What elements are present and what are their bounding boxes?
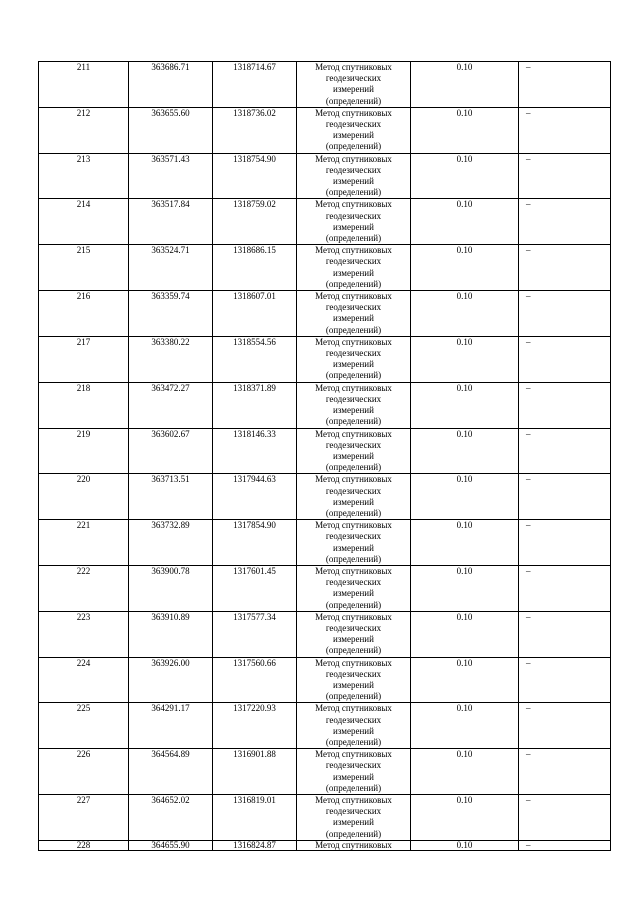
method-text-line: геодезических xyxy=(325,622,382,633)
method-text-line: измерений xyxy=(333,359,374,370)
table-row xyxy=(39,474,611,520)
accuracy-cell: 0.10 xyxy=(411,795,519,841)
y-coordinate-cell: 1318607.01 xyxy=(213,291,297,337)
coordinates-table xyxy=(38,61,611,851)
point-number-cell: 216 xyxy=(39,291,129,337)
y-coordinate-cell: 1317944.63 xyxy=(213,474,297,520)
method-text-line: геодезических xyxy=(325,73,382,84)
point-number-cell: 226 xyxy=(39,749,129,795)
method-text-line: (определений) xyxy=(325,553,382,564)
point-number-cell: 228 xyxy=(39,840,129,850)
point-number-cell: 215 xyxy=(39,245,129,291)
y-coordinate-cell: 1318714.67 xyxy=(213,62,297,108)
y-coordinate-cell: 1318754.90 xyxy=(213,153,297,199)
point-number-cell: 225 xyxy=(39,703,129,749)
method-text-line: измерений xyxy=(333,588,374,599)
method-text-line: Метод спутниковых xyxy=(315,611,392,622)
table-row xyxy=(39,245,611,291)
accuracy-cell: 0.10 xyxy=(411,840,519,850)
method-text-line: геодезических xyxy=(325,256,382,267)
method-text-line: геодезических xyxy=(325,760,382,771)
table-row xyxy=(39,749,611,795)
method-text-line: (определений) xyxy=(325,645,382,656)
note-cell: – xyxy=(519,840,611,850)
point-number-cell: 217 xyxy=(39,336,129,382)
table-row xyxy=(39,611,611,657)
method-text-line: Метод спутниковых xyxy=(315,703,392,714)
method-text-line: (определений) xyxy=(325,828,382,839)
method-text-line: (определений) xyxy=(325,782,382,793)
method-text-line: измерений xyxy=(333,725,374,736)
point-number-cell: 211 xyxy=(39,62,129,108)
x-coordinate-cell: 363359.74 xyxy=(129,291,213,337)
method-text-line: Метод спутниковых xyxy=(315,840,392,850)
y-coordinate-cell: 1316824.87 xyxy=(213,840,297,850)
method-text-line: Метод спутниковых xyxy=(315,291,392,302)
x-coordinate-cell: 363655.60 xyxy=(129,107,213,153)
method-text-line: геодезических xyxy=(325,119,382,130)
point-number-cell: 224 xyxy=(39,657,129,703)
point-number-cell: 219 xyxy=(39,428,129,474)
y-coordinate-cell: 1317220.93 xyxy=(213,703,297,749)
method-cell xyxy=(297,107,411,153)
table-row xyxy=(39,62,611,108)
note-cell: – xyxy=(519,795,611,841)
y-coordinate-cell: 1318146.33 xyxy=(213,428,297,474)
accuracy-cell: 0.10 xyxy=(411,382,519,428)
method-text-line: Метод спутниковых xyxy=(315,382,392,393)
method-text-line: измерений xyxy=(333,313,374,324)
note-cell: – xyxy=(519,153,611,199)
method-text-line: Метод спутниковых xyxy=(315,199,392,210)
accuracy-cell: 0.10 xyxy=(411,428,519,474)
x-coordinate-cell: 363517.84 xyxy=(129,199,213,245)
table-row xyxy=(39,153,611,199)
method-text-line: (определений) xyxy=(325,278,382,289)
accuracy-cell: 0.10 xyxy=(411,703,519,749)
note-cell: – xyxy=(519,291,611,337)
method-text-line: Метод спутниковых xyxy=(315,520,392,531)
accuracy-cell: 0.10 xyxy=(411,291,519,337)
note-cell: – xyxy=(519,657,611,703)
y-coordinate-cell: 1318759.02 xyxy=(213,199,297,245)
method-cell xyxy=(297,382,411,428)
y-coordinate-cell: 1318736.02 xyxy=(213,107,297,153)
method-text-line: геодезических xyxy=(325,164,382,175)
method-text-line: Метод спутниковых xyxy=(315,336,392,347)
note-cell: – xyxy=(519,474,611,520)
method-text-line: (определений) xyxy=(325,187,382,198)
x-coordinate-cell: 363524.71 xyxy=(129,245,213,291)
method-text-line: Метод спутниковых xyxy=(315,565,392,576)
method-text-line: измерений xyxy=(333,542,374,553)
method-cell xyxy=(297,62,411,108)
accuracy-cell: 0.10 xyxy=(411,474,519,520)
method-text-line: геодезических xyxy=(325,531,382,542)
x-coordinate-cell: 363472.27 xyxy=(129,382,213,428)
x-coordinate-cell: 363380.22 xyxy=(129,336,213,382)
method-text-line: измерений xyxy=(333,84,374,95)
method-text-line: геодезических xyxy=(325,668,382,679)
table-row xyxy=(39,291,611,337)
note-cell: – xyxy=(519,62,611,108)
point-number-cell: 218 xyxy=(39,382,129,428)
note-cell: – xyxy=(519,703,611,749)
method-text-line: геодезических xyxy=(325,348,382,359)
accuracy-cell: 0.10 xyxy=(411,657,519,703)
note-cell: – xyxy=(519,749,611,795)
note-cell: – xyxy=(519,428,611,474)
table-body xyxy=(39,62,611,851)
point-number-cell: 212 xyxy=(39,107,129,153)
table-row xyxy=(39,382,611,428)
method-text-line: измерений xyxy=(333,450,374,461)
accuracy-cell: 0.10 xyxy=(411,199,519,245)
table-row xyxy=(39,795,611,841)
method-text-line: Метод спутниковых xyxy=(315,474,392,485)
method-cell xyxy=(297,291,411,337)
accuracy-cell: 0.10 xyxy=(411,336,519,382)
method-text-line: (определений) xyxy=(325,233,382,244)
y-coordinate-cell: 1316901.88 xyxy=(213,749,297,795)
note-cell: – xyxy=(519,199,611,245)
note-cell: – xyxy=(519,245,611,291)
y-coordinate-cell: 1317854.90 xyxy=(213,520,297,566)
note-cell: – xyxy=(519,611,611,657)
method-text-line: геодезических xyxy=(325,210,382,221)
y-coordinate-cell: 1317560.66 xyxy=(213,657,297,703)
note-cell: – xyxy=(519,107,611,153)
method-text-line: геодезических xyxy=(325,302,382,313)
point-number-cell: 222 xyxy=(39,565,129,611)
x-coordinate-cell: 363900.78 xyxy=(129,565,213,611)
method-text-line: Метод спутниковых xyxy=(315,153,392,164)
method-text-line: (определений) xyxy=(325,416,382,427)
accuracy-cell: 0.10 xyxy=(411,565,519,611)
method-text-line: измерений xyxy=(333,130,374,141)
table-row xyxy=(39,199,611,245)
coordinates-table-page xyxy=(38,61,610,851)
table-row xyxy=(39,840,611,850)
y-coordinate-cell: 1318554.56 xyxy=(213,336,297,382)
note-cell: – xyxy=(519,382,611,428)
note-cell: – xyxy=(519,565,611,611)
method-cell xyxy=(297,703,411,749)
x-coordinate-cell: 363732.89 xyxy=(129,520,213,566)
method-text-line: Метод спутниковых xyxy=(315,245,392,256)
method-text-line: (определений) xyxy=(325,462,382,473)
y-coordinate-cell: 1318686.15 xyxy=(213,245,297,291)
method-text-line: геодезических xyxy=(325,393,382,404)
method-text-line: геодезических xyxy=(325,577,382,588)
method-text-line: Метод спутниковых xyxy=(315,657,392,668)
x-coordinate-cell: 364291.17 xyxy=(129,703,213,749)
note-cell: – xyxy=(519,520,611,566)
accuracy-cell: 0.10 xyxy=(411,153,519,199)
method-text-line: геодезических xyxy=(325,485,382,496)
x-coordinate-cell: 363713.51 xyxy=(129,474,213,520)
method-text-line: Метод спутниковых xyxy=(315,795,392,805)
method-cell xyxy=(297,840,411,850)
method-text-line: измерений xyxy=(333,679,374,690)
method-text-line: (определений) xyxy=(325,324,382,335)
y-coordinate-cell: 1317577.34 xyxy=(213,611,297,657)
accuracy-cell: 0.10 xyxy=(411,520,519,566)
x-coordinate-cell: 364655.90 xyxy=(129,840,213,850)
method-text-line: Метод спутниковых xyxy=(315,62,392,72)
accuracy-cell: 0.10 xyxy=(411,107,519,153)
y-coordinate-cell: 1316819.01 xyxy=(213,795,297,841)
note-cell: – xyxy=(519,336,611,382)
method-text-line: измерений xyxy=(333,221,374,232)
table-row xyxy=(39,703,611,749)
method-cell xyxy=(297,565,411,611)
method-text-line: измерений xyxy=(333,634,374,645)
point-number-cell: 227 xyxy=(39,795,129,841)
point-number-cell: 214 xyxy=(39,199,129,245)
method-text-line: Метод спутниковых xyxy=(315,107,392,118)
method-text-line: (определений) xyxy=(325,736,382,747)
method-text-line: измерений xyxy=(333,771,374,782)
point-number-cell: 220 xyxy=(39,474,129,520)
accuracy-cell: 0.10 xyxy=(411,749,519,795)
y-coordinate-cell: 1318371.89 xyxy=(213,382,297,428)
method-text-line: геодезических xyxy=(325,806,382,817)
method-text-line: (определений) xyxy=(325,95,382,106)
method-text-line: измерений xyxy=(333,817,374,828)
y-coordinate-cell: 1317601.45 xyxy=(213,565,297,611)
method-cell xyxy=(297,795,411,841)
accuracy-cell: 0.10 xyxy=(411,245,519,291)
x-coordinate-cell: 364564.89 xyxy=(129,749,213,795)
method-cell xyxy=(297,428,411,474)
method-cell xyxy=(297,336,411,382)
x-coordinate-cell: 363571.43 xyxy=(129,153,213,199)
method-cell xyxy=(297,657,411,703)
point-number-cell: 223 xyxy=(39,611,129,657)
point-number-cell: 213 xyxy=(39,153,129,199)
table-row xyxy=(39,428,611,474)
method-text-line: измерений xyxy=(333,267,374,278)
method-text-line: Метод спутниковых xyxy=(315,428,392,439)
x-coordinate-cell: 364652.02 xyxy=(129,795,213,841)
method-text-line: Метод спутниковых xyxy=(315,749,392,760)
method-cell xyxy=(297,749,411,795)
method-text-line: (определений) xyxy=(325,370,382,381)
table-row xyxy=(39,520,611,566)
x-coordinate-cell: 363910.89 xyxy=(129,611,213,657)
method-text-line: (определений) xyxy=(325,507,382,518)
x-coordinate-cell: 363686.71 xyxy=(129,62,213,108)
method-text-line: (определений) xyxy=(325,691,382,702)
table-row xyxy=(39,336,611,382)
table-row xyxy=(39,107,611,153)
table-row xyxy=(39,565,611,611)
accuracy-cell: 0.10 xyxy=(411,611,519,657)
method-text-line: измерений xyxy=(333,176,374,187)
point-number-cell: 221 xyxy=(39,520,129,566)
method-text-line: геодезических xyxy=(325,439,382,450)
table-row xyxy=(39,657,611,703)
method-text-line: измерений xyxy=(333,496,374,507)
method-cell xyxy=(297,611,411,657)
method-cell xyxy=(297,199,411,245)
method-text-line: измерений xyxy=(333,405,374,416)
method-cell xyxy=(297,245,411,291)
method-text-line: геодезических xyxy=(325,714,382,725)
accuracy-cell: 0.10 xyxy=(411,62,519,108)
method-text-line: (определений) xyxy=(325,141,382,152)
x-coordinate-cell: 363602.67 xyxy=(129,428,213,474)
method-cell xyxy=(297,520,411,566)
x-coordinate-cell: 363926.00 xyxy=(129,657,213,703)
method-text-line: (определений) xyxy=(325,599,382,610)
method-cell xyxy=(297,474,411,520)
method-cell xyxy=(297,153,411,199)
